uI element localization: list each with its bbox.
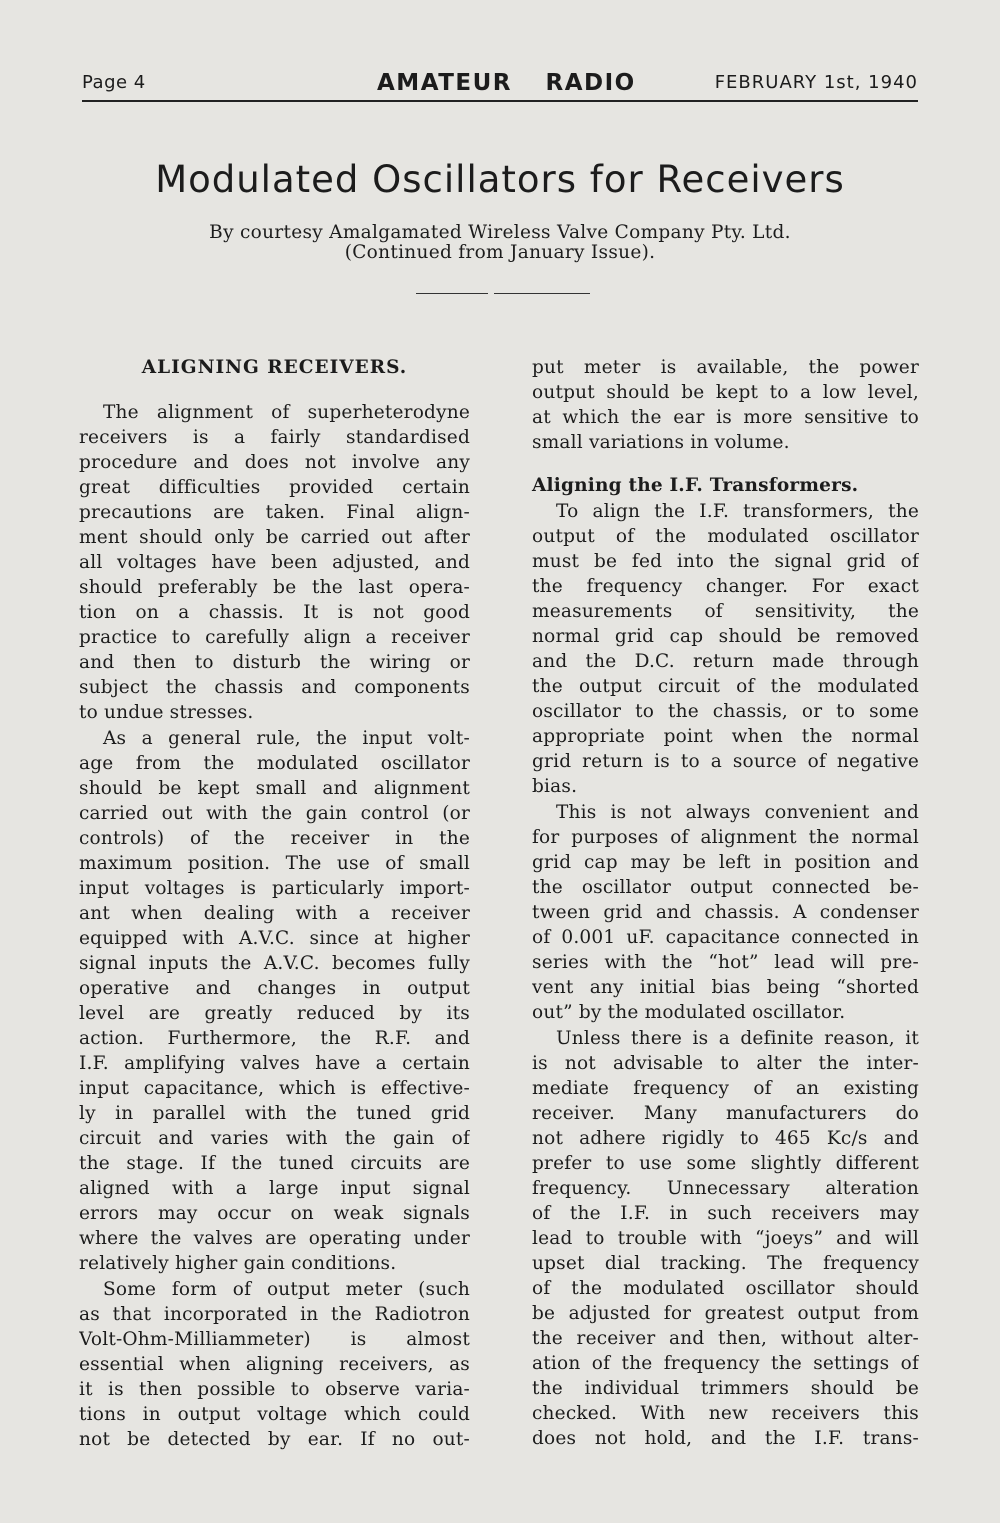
text-line: mediate frequency of an existing	[532, 1078, 919, 1099]
text-line: As a general rule, the input volt-	[103, 728, 470, 749]
paragraph	[79, 1277, 470, 1452]
text-line: appropriate point when the normal	[532, 726, 919, 747]
text-line: ation of the frequency the settings of	[532, 1353, 919, 1374]
text-line: tions in output voltage which could	[79, 1404, 470, 1425]
text-line: is not advisable to alter the inter-	[532, 1053, 919, 1074]
text-line: upset dial tracking. The frequency	[532, 1253, 919, 1274]
text-line: bias.	[532, 776, 578, 797]
section-heading: ALIGNING RECEIVERS.	[141, 357, 408, 378]
text-line: it is then possible to observe varia-	[79, 1379, 470, 1400]
text-line: input capacitance, which is effective-	[79, 1078, 470, 1099]
text-line: receiver. Many manufacturers do	[532, 1103, 919, 1124]
paragraph	[79, 400, 470, 725]
text-line: controls) of the receiver in the	[79, 828, 470, 849]
text-line: put meter is available, the power	[532, 357, 919, 378]
text-line: does not hold, and the I.F. trans-	[532, 1428, 919, 1449]
text-line: operative and changes in output	[79, 978, 470, 999]
text-line: The alignment of superheterodyne	[103, 402, 470, 423]
text-line: ant when dealing with a receiver	[79, 903, 470, 924]
text-line: grid cap may be left in position and	[532, 852, 919, 873]
text-line: receivers is a fairly standardised	[79, 427, 470, 448]
text-line: vent any initial bias being “shorted	[532, 977, 919, 998]
text-line: equipped with A.V.C. since at higher	[79, 928, 470, 949]
text-line: procedure and does not involve any	[79, 452, 470, 473]
text-line: and then to disturb the wiring or	[79, 652, 470, 673]
paragraph	[532, 800, 919, 1025]
text-line: practice to carefully align a receiver	[79, 627, 470, 648]
text-line: level are greatly reduced by its	[79, 1003, 470, 1024]
text-line: to undue stresses.	[79, 702, 254, 723]
text-line: the output circuit of the modulated	[532, 676, 919, 697]
text-line: relatively higher gain conditions.	[79, 1253, 397, 1274]
left-column	[79, 355, 470, 1452]
text-line: should be kept small and alignment	[79, 778, 470, 799]
text-line: subject the chassis and components	[79, 677, 470, 698]
masthead: AMATEUR RADIO	[377, 70, 636, 96]
text-line: frequency. Unnecessary alteration	[532, 1178, 919, 1199]
text-line: To align the I.F. transformers, the	[556, 501, 919, 522]
text-line: out” by the modulated oscillator.	[532, 1002, 846, 1023]
text-line: errors may occur on weak signals	[79, 1203, 470, 1224]
text-line: for purposes of alignment the normal	[532, 827, 919, 848]
text-line: the frequency changer. For exact	[532, 576, 919, 597]
text-line: must be fed into the signal grid of	[532, 551, 919, 572]
text-line: measurements of sensitivity, the	[532, 601, 919, 622]
text-line: output should be kept to a low level,	[532, 382, 919, 403]
article-continuation-note: (Continued from January Issue).	[344, 242, 656, 263]
paragraph	[532, 499, 919, 799]
text-line: of 0.001 uF. capacitance connected in	[532, 927, 919, 948]
text-line: great difficulties provided certain	[79, 477, 470, 498]
text-line: tion on a chassis. It is not good	[79, 602, 470, 623]
text-line: where the valves are operating under	[79, 1228, 470, 1249]
paragraph	[79, 726, 470, 1276]
text-line: action. Furthermore, the R.F. and	[79, 1028, 470, 1049]
text-line: should preferably be the last opera-	[79, 577, 470, 598]
right-column	[532, 355, 919, 1451]
title-divider-right	[494, 293, 590, 294]
text-line: essential when aligning receivers, as	[79, 1354, 470, 1375]
text-line: precautions are taken. Final align-	[79, 502, 470, 523]
text-line: oscillator to the chassis, or to some	[532, 701, 919, 722]
text-line: Some form of output meter (such	[103, 1279, 470, 1300]
text-line: normal grid cap should be removed	[532, 626, 919, 647]
section-subheading: Aligning the I.F. Transformers.	[532, 475, 859, 496]
text-line: of the modulated oscillator should	[532, 1278, 919, 1299]
text-line: tween grid and chassis. A condenser	[532, 902, 919, 923]
text-line: the stage. If the tuned circuits are	[79, 1153, 470, 1174]
text-line: aligned with a large input signal	[79, 1178, 470, 1199]
text-line: input voltages is particularly import-	[79, 878, 470, 899]
article-title: Modulated Oscillators for Receivers	[155, 158, 845, 201]
text-line: I.F. amplifying valves have a certain	[79, 1053, 470, 1074]
text-line: the receiver and then, without alter-	[532, 1328, 919, 1349]
text-line: age from the modulated oscillator	[79, 753, 470, 774]
text-line: Volt-Ohm-Milliammeter) is almost	[79, 1329, 470, 1350]
text-line: ly in parallel with the tuned grid	[79, 1103, 470, 1124]
text-line: as that incorporated in the Radiotron	[79, 1304, 470, 1325]
text-line: the oscillator output connected be-	[532, 877, 919, 898]
text-line: lead to trouble with “joeys” and will	[532, 1228, 919, 1249]
text-line: the individual trimmers should be	[532, 1378, 919, 1399]
text-line: circuit and varies with the gain of	[79, 1128, 470, 1149]
text-line: carried out with the gain control (or	[79, 803, 470, 824]
title-divider-left	[416, 293, 488, 294]
text-line: output of the modulated oscillator	[532, 526, 919, 547]
text-line: not be detected by ear. If no out-	[79, 1429, 470, 1450]
text-line: not adhere rigidly to 465 Kc/s and	[532, 1128, 919, 1149]
article-byline: By courtesy Amalgamated Wireless Valve Company Pty. Ltd.	[209, 222, 791, 243]
text-line: prefer to use some slightly different	[532, 1153, 919, 1174]
text-line: signal inputs the A.V.C. becomes fully	[79, 953, 470, 974]
text-line: This is not always convenient and	[556, 802, 919, 823]
paragraph	[532, 1026, 919, 1451]
text-line: series with the “hot” lead will pre-	[532, 952, 919, 973]
text-line: Unless there is a definite reason, it	[556, 1028, 919, 1049]
text-line: of the I.F. in such receivers may	[532, 1203, 919, 1224]
text-line: checked. With new receivers this	[532, 1403, 919, 1424]
text-line: and the D.C. return made through	[532, 651, 919, 672]
text-line: small variations in volume.	[532, 432, 790, 453]
text-line: grid return is to a source of negative	[532, 751, 919, 772]
issue-date: FEBRUARY 1st, 1940	[714, 72, 918, 93]
page-number: Page 4	[82, 72, 146, 93]
text-line: ment should only be carried out after	[79, 527, 470, 548]
paragraph	[532, 355, 919, 455]
text-line: be adjusted for greatest output from	[532, 1303, 919, 1324]
text-line: at which the ear is more sensitive to	[532, 407, 919, 428]
page-header	[82, 70, 918, 102]
text-line: maximum position. The use of small	[79, 853, 470, 874]
text-line: all voltages have been adjusted, and	[79, 552, 470, 573]
